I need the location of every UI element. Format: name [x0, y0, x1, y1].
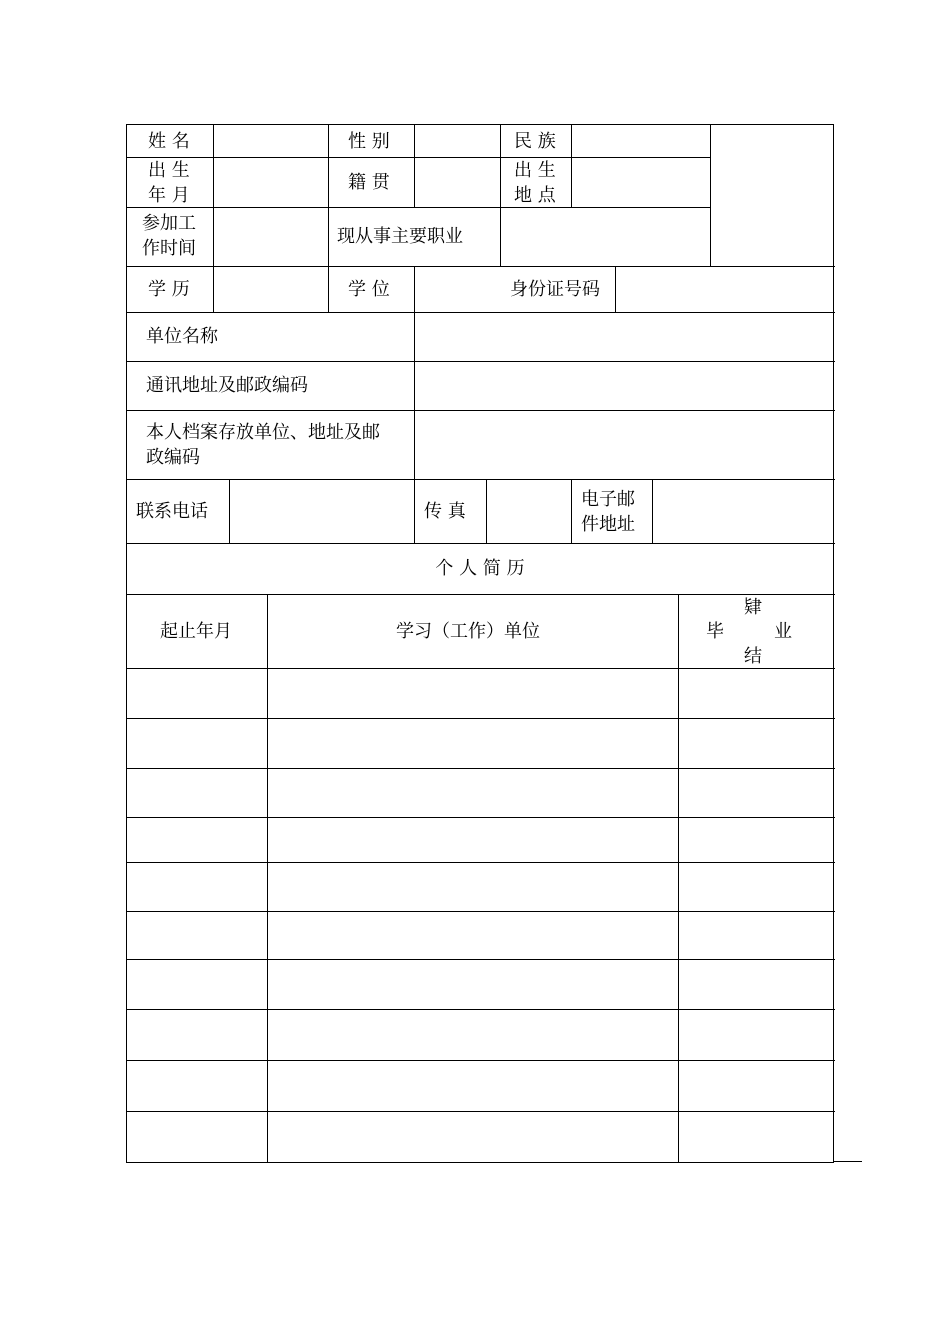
work-start-label-line2: 作时间 — [142, 238, 196, 259]
rule — [267, 594, 268, 1162]
id-number-field[interactable] — [616, 267, 833, 312]
ethnicity-field[interactable] — [572, 125, 710, 157]
birth-date-label-line2: 年 月 — [148, 185, 190, 206]
unit-column-header: 学习（工作）单位 — [396, 621, 540, 642]
education-label: 学 历 — [148, 279, 190, 300]
address-label: 通讯地址及邮政编码 — [146, 375, 308, 396]
native-place-label: 籍 贯 — [348, 172, 390, 193]
rule — [328, 125, 329, 312]
archive-label-line1: 本人档案存放单位、地址及邮 — [146, 422, 380, 443]
phone-label: 联系电话 — [136, 501, 208, 522]
degree-label: 学 位 — [348, 279, 390, 300]
birthplace-label-line1: 出 生 — [514, 160, 556, 181]
trailing-rule — [834, 1161, 862, 1162]
degree-field[interactable] — [415, 267, 500, 312]
status-header-bottom: 结 — [744, 646, 762, 667]
gender-label: 性 别 — [348, 131, 390, 152]
rule — [127, 911, 835, 912]
id-number-label: 身份证号码 — [510, 279, 600, 300]
rule — [678, 594, 679, 1162]
name-label: 姓 名 — [148, 131, 190, 152]
fax-label: 传 真 — [424, 501, 466, 522]
birthplace-field[interactable] — [572, 158, 710, 207]
archive-field[interactable] — [415, 411, 833, 479]
rule — [127, 959, 835, 960]
name-field[interactable] — [214, 125, 328, 157]
email-field[interactable] — [653, 480, 833, 543]
rule — [127, 668, 835, 669]
native-place-field[interactable] — [415, 158, 500, 207]
birth-date-field[interactable] — [214, 158, 328, 207]
rule — [127, 862, 835, 863]
fax-field[interactable] — [487, 480, 571, 543]
rule — [127, 1060, 835, 1061]
registration-form — [126, 124, 834, 1163]
status-header-top: 肄 — [744, 597, 762, 618]
education-field[interactable] — [214, 267, 328, 312]
phone-field[interactable] — [230, 480, 414, 543]
occupation-label: 现从事主要职业 — [337, 226, 463, 247]
resume-title: 个 人 简 历 — [435, 558, 525, 579]
email-label-line1: 电子邮 — [581, 489, 635, 510]
birthplace-label-line2: 地 点 — [514, 185, 556, 206]
employer-field[interactable] — [415, 313, 833, 361]
ethnicity-label: 民 族 — [514, 131, 556, 152]
status-header-left: 毕 — [706, 621, 724, 642]
rule — [127, 817, 835, 818]
address-field[interactable] — [415, 362, 833, 410]
occupation-field[interactable] — [501, 208, 710, 266]
rule — [127, 594, 835, 595]
archive-label-line2: 政编码 — [146, 447, 200, 468]
email-label-line2: 件地址 — [581, 514, 635, 535]
rule — [127, 1111, 835, 1112]
rule — [127, 543, 835, 544]
period-column-header: 起止年月 — [160, 621, 232, 642]
gender-field[interactable] — [415, 125, 500, 157]
rule — [127, 1009, 835, 1010]
employer-label: 单位名称 — [146, 326, 218, 347]
work-start-label-line1: 参加工 — [142, 213, 196, 234]
birth-date-label-line1: 出 生 — [148, 160, 190, 181]
rule — [414, 479, 415, 543]
status-header-right: 业 — [774, 621, 792, 642]
rule — [571, 479, 572, 543]
work-start-field[interactable] — [214, 208, 328, 266]
photo-area — [711, 125, 833, 266]
rule — [127, 768, 835, 769]
rule — [127, 718, 835, 719]
